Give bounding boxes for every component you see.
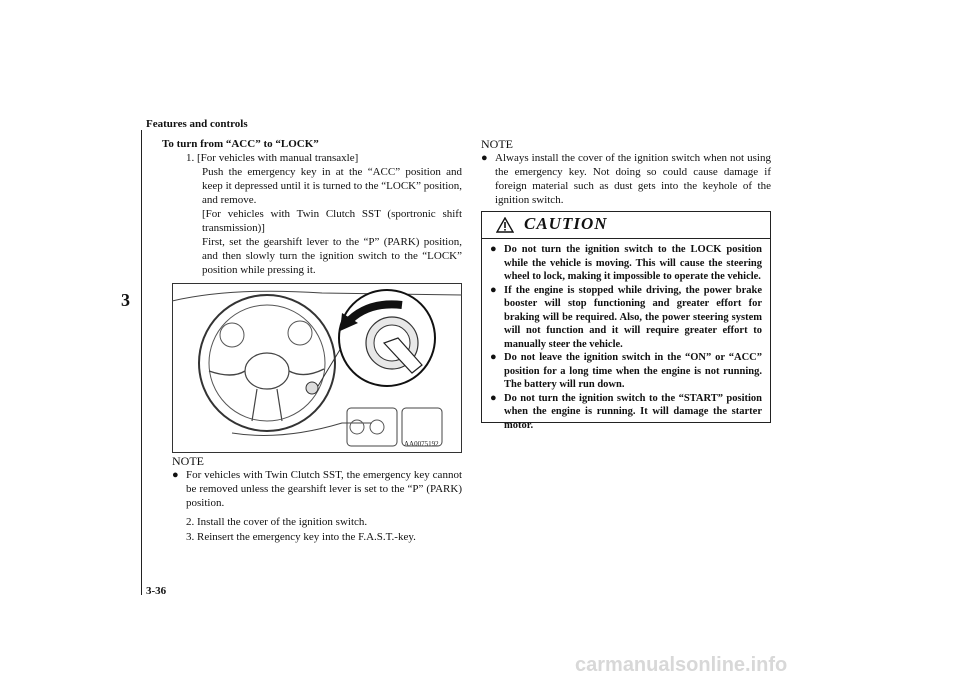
- right-note-block: [481, 137, 771, 207]
- caution-item: [490, 243, 762, 284]
- chapter-divider: [141, 130, 142, 595]
- ignition-key-figure: [172, 283, 462, 453]
- caution-item: [490, 392, 762, 433]
- caution-item: [490, 351, 762, 392]
- bullet-icon: ●: [490, 283, 497, 296]
- figure-code: AA0075192: [404, 440, 439, 448]
- note-heading-right: NOTE: [481, 137, 513, 151]
- note-text-right: Always install the cover of the ignition switch when not using the emergency key. Not doing so could cause damage if foreign material such as dust gets into the keyhole of the ignition switch.: [495, 152, 771, 206]
- left-column: [162, 137, 462, 277]
- section-header: Features and controls: [146, 118, 248, 130]
- caution-text: Do not leave the ignition switch in the “ON” or “ACC” position for a long time when the engine is not running. The battery will run down.: [504, 352, 762, 390]
- caution-item: [490, 284, 762, 352]
- caution-box: [481, 211, 771, 431]
- bullet-icon: ●: [490, 351, 497, 363]
- bullet-icon: ●: [490, 243, 497, 255]
- step-2: 2. Install the cover of the ignition switch.: [186, 516, 368, 528]
- step-1-para-sst-heading: [For vehicles with Twin Clutch SST (sportronic shift transmission)]: [202, 208, 462, 234]
- bullet-icon: ●: [172, 469, 179, 481]
- step-1-label: 1. [For vehicles with manual transaxle]: [186, 152, 359, 164]
- note-text-left: For vehicles with Twin Clutch SST, the emergency key cannot be removed unless the gearshift lever is set to the “P” (PARK) position.: [186, 469, 462, 509]
- caution-list: [482, 239, 770, 432]
- caution-text: Do not turn the ignition switch to the “START” position when the engine is running. It will damage the starter motor.: [504, 392, 762, 431]
- note-item: [481, 151, 771, 207]
- caution-header: [482, 212, 770, 239]
- warning-triangle-icon: [496, 217, 514, 233]
- watermark-logo: carmanualsonline.info: [575, 654, 788, 676]
- step-1-para-manual: Push the emergency key in at the “ACC” position and keep it depressed until it is turned to the “LOCK” position, and remove.: [202, 166, 462, 206]
- note-item: [172, 468, 462, 510]
- procedure-heading: To turn from “ACC” to “LOCK”: [162, 138, 319, 150]
- bullet-icon: ●: [490, 391, 497, 404]
- step-3: 3. Reinsert the emergency key into the F.A.S.T.-key.: [186, 531, 416, 543]
- chapter-tab: 3: [121, 290, 130, 310]
- caution-title: CAUTION: [524, 214, 608, 233]
- left-note-block: [172, 454, 462, 510]
- note-heading-left: NOTE: [172, 454, 204, 468]
- caution-text: Do not turn the ignition switch to the LOCK position while the vehicle is moving. This will cause the steering wheel to lock, making it impossible to operate the vehicle.: [504, 244, 762, 282]
- caution-text: If the engine is stopped while driving, the power brake booster will stop functioning and greater effort for braking will be required. Also, the power steering system will not function and it will require greater effort to manually steer the vehicle.: [504, 284, 762, 350]
- page-number: 3-36: [146, 585, 167, 597]
- bullet-icon: ●: [481, 152, 488, 164]
- step-1-para-sst: First, set the gearshift lever to the “P” (PARK) position, and then slowly turn the ignition switch to the “LOCK” position while pressing it.: [202, 236, 462, 276]
